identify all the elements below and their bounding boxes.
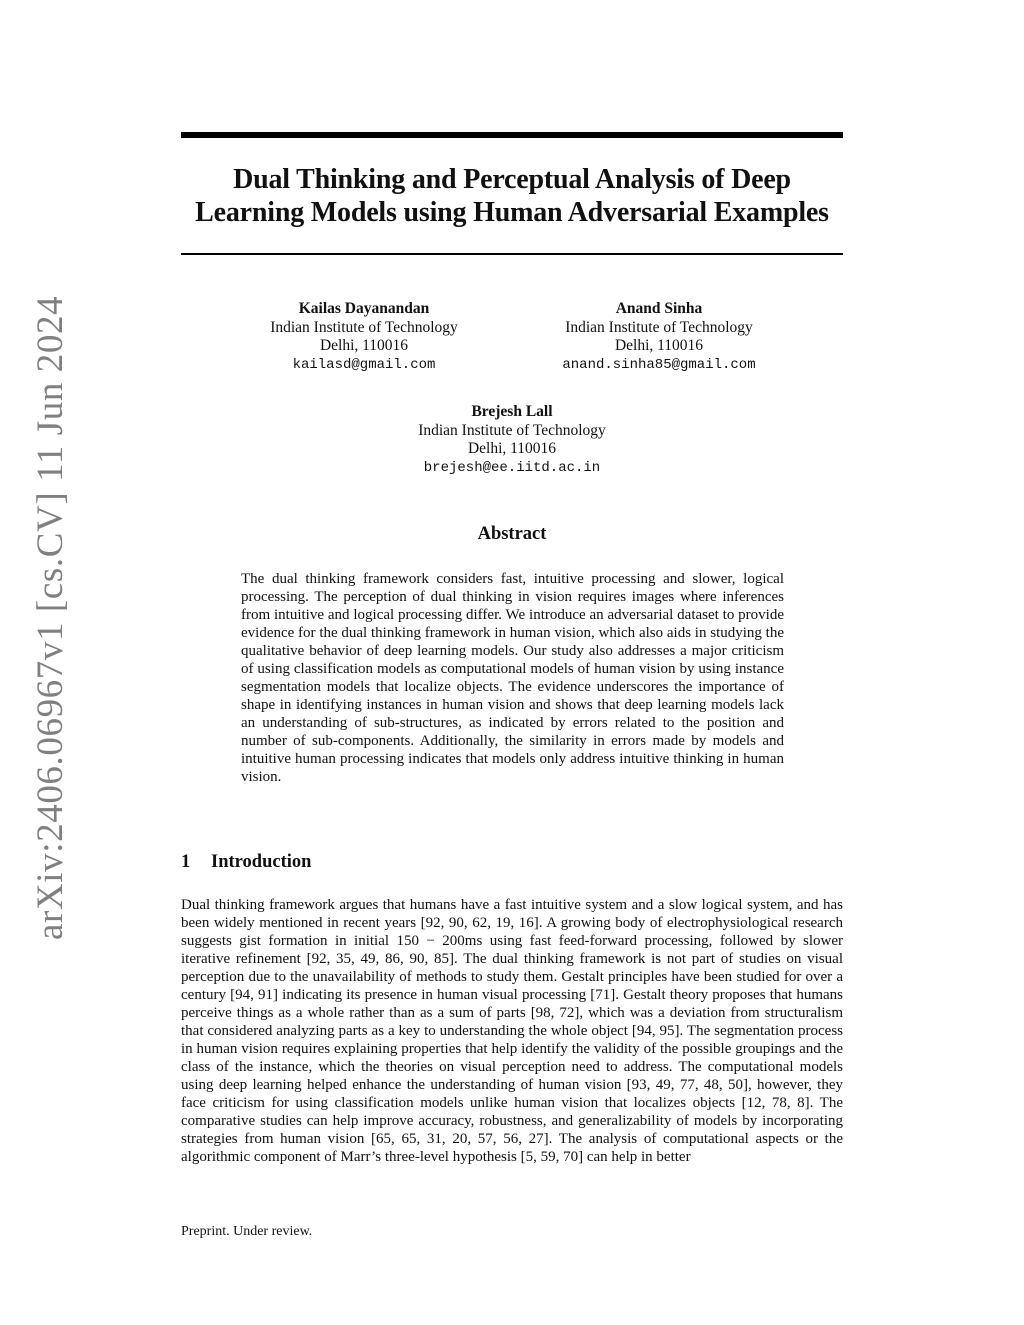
author-location: Delhi, 110016: [467, 440, 557, 457]
author-affiliation: Indian Institute of Technology: [418, 421, 606, 439]
paper-title: Dual Thinking and Perceptual Analysis of Deep Learning Models using Human Adversarial Examples: [195, 164, 829, 228]
section-heading-introduction: [181, 852, 311, 873]
author-name: Kailas Dayanandan: [298, 300, 430, 317]
author-name: Anand Sinha: [615, 300, 703, 317]
author-location: Delhi, 110016: [614, 337, 704, 354]
author-affiliation: Indian Institute of Technology: [270, 318, 458, 336]
introduction-text: Dual thinking framework argues that humans have a fast intuitive system and a slow logical system, and has been widely mentioned in recent years [92, 90, 62, 19, 16]. A growing body of electrophysiological research suggests gist formation in initial 150 − 200ms using fast feed-forward processing, followed by slower iterative refinement [92, 35, 49, 86, 90, 85]. The dual thinking framework is not part of studies on visual perception due to the unavailability of methods to study them. Gestalt principles have been studied for over a century [94, 91] indicating its presence in human visual processing [71]. Gestalt theory proposes that humans perceive things as a whole rather than as a sum of parts [98, 72], which was a deviation from structuralism that considered analyzing parts as a key to understanding the whole object [94, 95]. The segmentation process in human vision requires explaining properties that help identify the validity of the possible groupings and the class of the instance, which the theories on visual perception need to address. The computational models using deep learning helped enhance the understanding of human vision [93, 49, 77, 48, 50], however, they face criticism for using classification models unlike human vision that localizes objects [12, 78, 8]. The comparative studies can help improve accuracy, robustness, and generalizability of models by incorporating strategies from human vision [65, 65, 31, 20, 57, 56, 27]. The analysis of computational aspects or the algorithmic component of Marr’s three-level hypothesis [5, 59, 70] can help in better: [181, 897, 843, 1165]
author-location: Delhi, 110016: [319, 337, 409, 354]
author-block-3: [392, 403, 632, 477]
author-block-1: [244, 300, 484, 374]
page-footer: Preprint. Under review.: [181, 1224, 313, 1239]
section-number: 1: [181, 852, 191, 872]
title-top-rule: [181, 132, 843, 138]
abstract-text: The dual thinking framework considers fast, intuitive processing and slower, logical processing. The perception of dual thinking in vision requires images where inferences from intuitive and logical processing differ. We introduce an adversarial dataset to provide evidence for the dual thinking framework in human vision, which also aids in studying the qualitative behavior of deep learning models. Our study also addresses a major criticism of using classification models as computational models of human vision by using instance segmentation models that localize objects. The evidence underscores the importance of shape in identifying instances in human vision and shows that deep learning models lack an understanding of sub-structures, as indicated by errors related to the position and number of sub-components. Additionally, the similarity in errors made by models and intuitive human processing indicates that models only address intuitive thinking in human vision.: [241, 571, 784, 785]
author-name: Brejesh Lall: [471, 403, 553, 420]
arxiv-identifier-stamp: arXiv:2406.06967v1 [cs.CV] 11 Jun 2024: [30, 295, 71, 940]
author-email[interactable]: brejesh@ee.iitd.ac.in: [423, 459, 601, 476]
author-block-2: [539, 300, 779, 374]
title-bottom-rule: [181, 253, 843, 255]
author-email[interactable]: kailasd@gmail.com: [292, 356, 436, 373]
author-affiliation: Indian Institute of Technology: [565, 318, 753, 336]
section-title: Introduction: [211, 852, 312, 872]
author-email[interactable]: anand.sinha85@gmail.com: [562, 356, 756, 373]
abstract-heading: Abstract: [477, 524, 547, 544]
